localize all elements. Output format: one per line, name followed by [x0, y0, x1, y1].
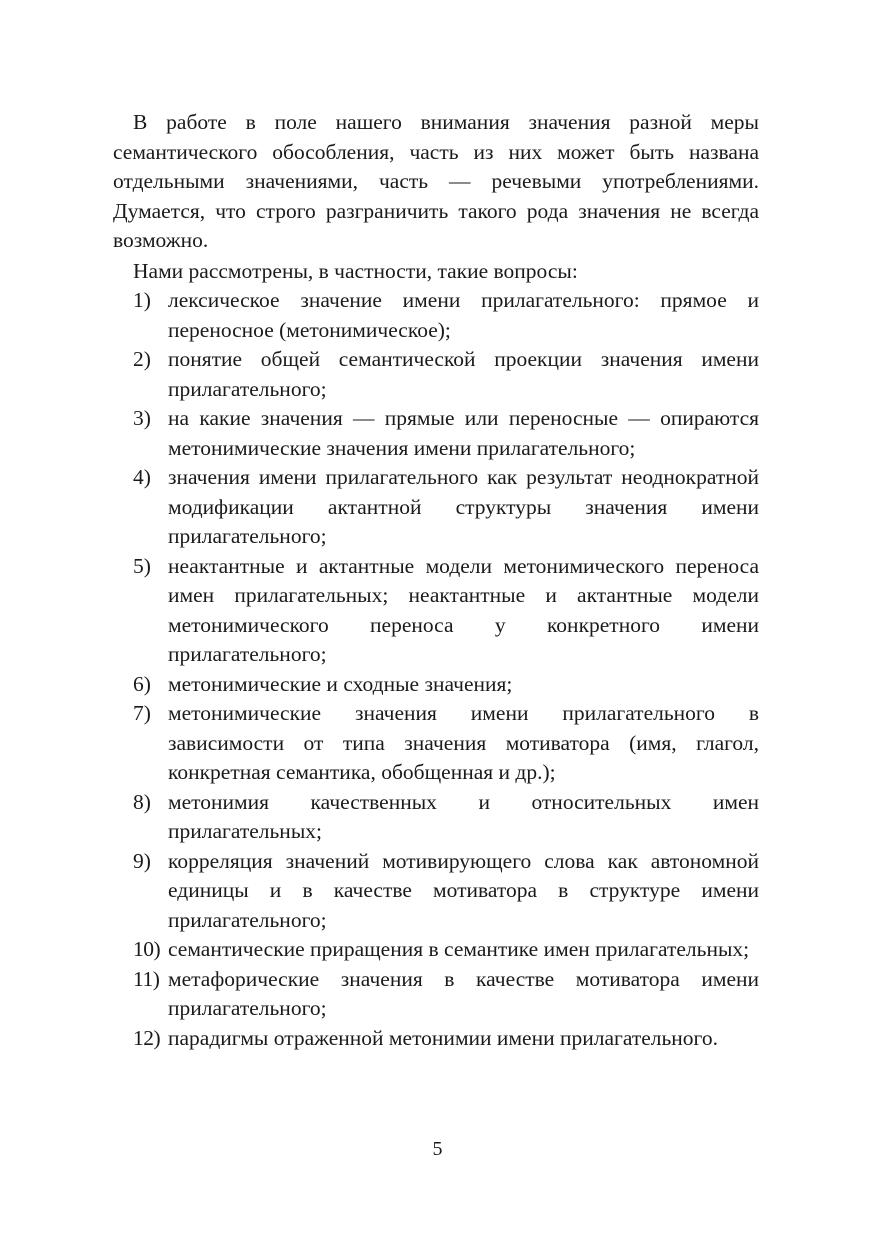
list-item [113, 552, 759, 670]
list-item-text: метонимия качественных и относительных имен прилагательных; [168, 789, 759, 843]
list-item-text: метонимические значения имени прилагательного в зависимости от типа значения мотиватора (имя, глагол, конкретная семантика, обобщенная и др.); [168, 701, 759, 784]
list-item-number: 7) [133, 701, 151, 725]
list-item [113, 935, 759, 965]
page-number: 5 [432, 1138, 443, 1160]
list-item-number: 12) [133, 1025, 161, 1050]
list-intro-paragraph: Нами рассмотрены, в частности, такие вопросы: [133, 258, 578, 283]
list-item-number: 11) [133, 966, 160, 991]
list-item-text: семантические приращения в семантике имен прилагательных; [168, 937, 750, 961]
list-item-text: парадигмы отраженной метонимии имени прилагательного. [168, 1025, 718, 1050]
list-item [113, 463, 759, 552]
list-item [113, 345, 759, 404]
list-item-text: метафорические значения в качестве мотиватора имени прилагательного; [168, 966, 759, 1020]
list-item-number: 6) [133, 671, 151, 696]
list-item-number: 2) [133, 347, 151, 371]
list-item-number: 8) [133, 789, 151, 814]
page-body [113, 108, 759, 1053]
intro-paragraph: В работе в поле нашего внимания значения разной меры семантического обособления, часть из них может быть названа отдельными значениями, часть — речевыми употреблениями. Думается, что строго разграничить такого рода значения не всегда возможно. [113, 110, 759, 252]
list-item-text: неактантные и актантные модели метонимического переноса имен прилагательных; неактантные и актантные модели метонимического переноса у конкретного имени прилагательного; [168, 553, 759, 666]
list-item-number: 9) [133, 848, 151, 873]
list-item-text: понятие общей семантической проекции значения имени прилагательного; [168, 347, 759, 401]
list-item-number: 1) [133, 288, 151, 312]
list-item-text: на какие значения — прямые или переносные — опираются метонимические значения имени прилагательного; [168, 406, 759, 460]
list-item [113, 788, 759, 847]
list-item-number: 5) [133, 553, 151, 578]
list-item-text: корреляция значений мотивирующего слова как автономной единицы и в качестве мотиватора в структуре имени прилагательного; [168, 848, 759, 932]
list-item [113, 404, 759, 463]
list-item-text: метонимические и сходные значения; [168, 671, 513, 696]
list-item [113, 670, 759, 700]
list-item [113, 1024, 759, 1054]
list-item [113, 847, 759, 936]
list-item-text: лексическое значение имени прилагательного: прямое и переносное (метонимическое); [168, 288, 759, 342]
list-item-number: 3) [133, 406, 151, 430]
list-item [113, 699, 759, 788]
list-item [113, 286, 759, 345]
list-item-number: 10) [133, 937, 161, 961]
questions-list [113, 286, 759, 1053]
list-item-text: значения имени прилагательного как результат неоднократной модификации актантной структуры значения имени прилагательного; [168, 465, 759, 548]
list-item-number: 4) [133, 465, 151, 489]
list-item [113, 965, 759, 1024]
